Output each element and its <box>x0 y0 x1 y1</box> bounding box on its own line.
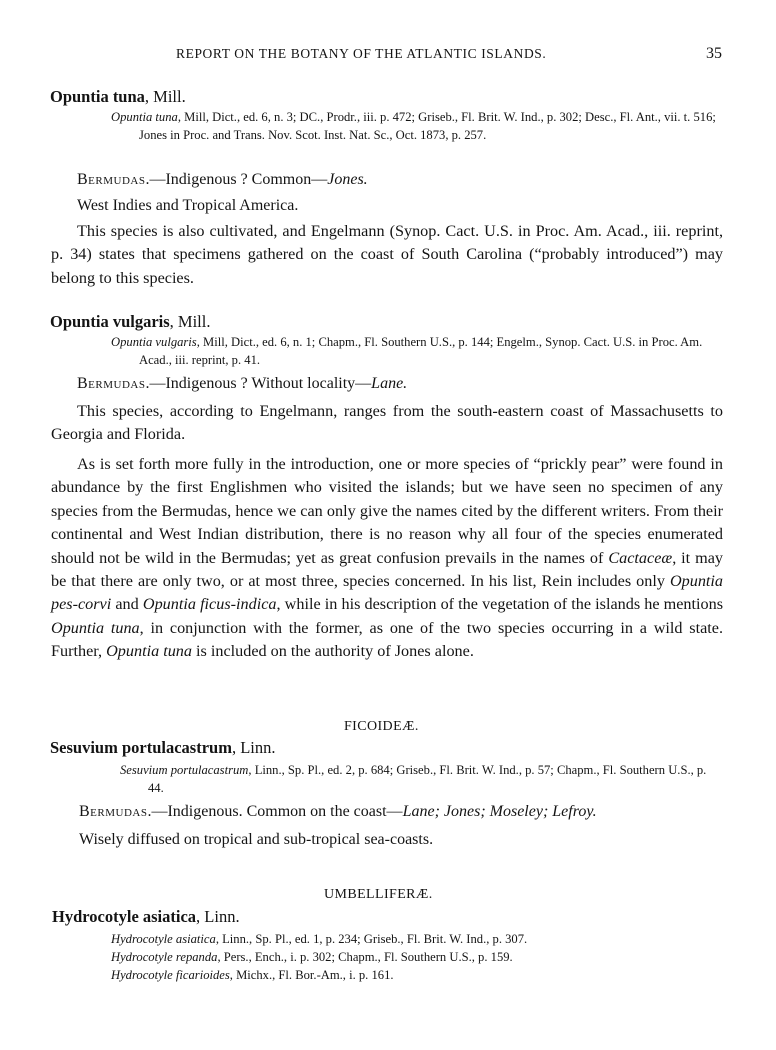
distribution-text: .—Indigenous ? Without locality— <box>145 375 372 392</box>
reference-line <box>111 930 527 948</box>
ref-species-italic: Hydrocotyle repanda <box>111 950 218 964</box>
distribution-authority: Lane. <box>371 375 408 392</box>
species-name: Sesuvium portulacastrum <box>50 738 232 757</box>
distribution-text: .—Indigenous. Common on the coast— <box>147 803 403 820</box>
discussion-text-2: , it may be that there are only two, or at most three, species concerned. In his list, Rein includes only <box>51 548 723 591</box>
locality-label: Bermudas <box>77 375 146 392</box>
discussion-paragraph <box>51 453 723 664</box>
ref-text: , Mill, Dict., ed. 6, n. 3; DC., Prodr., iii. p. 472; Griseb., Fl. Brit. W. Ind., p. 302; Desc., Fl. Ant., vii. t. 516; Jones in Proc. and Trans. Nov. Scot. Inst. Nat. Sc., Oct. 1873, p. 257. <box>139 110 716 142</box>
distribution-authority: Jones. <box>327 171 368 188</box>
discussion-text-1: As is set forth more fully in the introduction, one or more species of “prickly pear” were found in abundance by the first Englishmen who visited the islands; but we have seen no specimen of any species from the Bermudas, hence we can only give the names cited by the different writers. From their continental and West Indian distribution, there is no reason why all four of the species enumerated should not be wild in the Bermudas; yet as great confusion prevails in the names of <box>51 455 723 567</box>
range-opuntia-vulgaris: This species, according to Engelmann, ranges from the south-eastern coast of Massachusetts to Georgia and Florida. <box>51 402 723 444</box>
discussion-text-5: is included on the authority of Jones alone. <box>192 642 474 661</box>
header-title: REPORT ON THE BOTANY OF THE ATLANTIC ISLANDS. <box>176 46 547 61</box>
family-heading-umbelliferae: UMBELLIFERÆ. <box>324 887 433 902</box>
species-name: Opuntia vulgaris <box>50 312 170 331</box>
references-opuntia-tuna <box>111 108 723 144</box>
range-opuntia-tuna: West Indies and Tropical America. <box>77 197 299 214</box>
species-author: , Linn. <box>231 738 276 757</box>
ref-species-italic: Hydrocotyle asiatica <box>111 932 216 946</box>
range-sesuvium: Wisely diffused on tropical and sub-tropical sea-coasts. <box>79 831 434 848</box>
ref-text: , Pers., Ench., i. p. 302; Chapm., Fl. Southern U.S., p. 159. <box>217 950 513 964</box>
references-sesuvium <box>120 761 724 797</box>
species-heading-sesuvium <box>50 738 276 758</box>
distribution-sesuvium <box>79 803 597 821</box>
ref-species-italic: Sesuvium portulacastrum <box>120 763 249 777</box>
species-name: Hydrocotyle asiatica <box>52 907 197 926</box>
page-number: 35 <box>706 45 722 62</box>
references-hydrocotyle <box>111 930 527 984</box>
distribution-opuntia-vulgaris <box>77 375 407 393</box>
ref-text: , Michx., Fl. Bor.-Am., i. p. 161. <box>229 968 394 982</box>
species-ficus-indica: Opuntia ficus-indica <box>142 595 277 614</box>
ref-species-italic: Opuntia tuna <box>111 110 178 124</box>
family-cactaceae: Cactaceæ <box>608 548 673 567</box>
references-opuntia-vulgaris <box>111 333 723 369</box>
discussion-text-3: , while in his description of the vegetation of the islands he mentions <box>276 595 724 614</box>
note-opuntia-tuna: This species is also cultivated, and Engelmann (Synop. Cact. U.S. in Proc. Am. Acad., iii. reprint, p. 34) states that specimens gathered on the coast of South Carolina (“probably introduced”) may belong to this species. <box>51 222 723 287</box>
reference-line <box>111 948 527 966</box>
distribution-text: .—Indigenous ? Common— <box>145 171 328 188</box>
ref-species-italic: Opuntia vulgaris <box>111 335 197 349</box>
family-heading-ficoideae: FICOIDEÆ. <box>344 719 419 734</box>
distribution-opuntia-tuna <box>77 171 368 189</box>
ref-text: , Mill, Dict., ed. 6, n. 1; Chapm., Fl. Southern U.S., p. 144; Engelm., Synop. Cact. U.S. in Proc. Am. Acad., iii. reprint, p. 41. <box>139 335 703 367</box>
species-heading-hydrocotyle <box>52 907 240 927</box>
reference-line <box>111 966 527 984</box>
species-pes-corvi: Opuntia pes-corvi <box>51 572 723 614</box>
species-tuna: Opuntia tuna <box>51 618 140 637</box>
running-header <box>0 46 776 66</box>
distribution-authority: Lane; Jones; Moseley; Lefroy. <box>402 803 597 820</box>
species-name: Opuntia tuna <box>50 87 145 106</box>
species-heading-opuntia-vulgaris <box>50 312 210 332</box>
ref-species-italic: Hydrocotyle ficarioides <box>111 968 230 982</box>
ref-text: , Linn., Sp. Pl., ed. 2, p. 684; Griseb., Fl. Brit. W. Ind., p. 57; Chapm., Fl. Southern U.S., p. 44. <box>148 763 707 795</box>
species-tuna-2: Opuntia tuna <box>106 642 192 661</box>
discussion-text-4: , in conjunction with the former, as one of the two species occurring in a wild state. Further, <box>51 618 723 661</box>
species-heading-opuntia-tuna <box>50 87 186 107</box>
species-author: , Mill. <box>144 87 186 106</box>
ref-text: , Linn., Sp. Pl., ed. 1, p. 234; Griseb., Fl. Brit. W. Ind., p. 307. <box>215 932 528 946</box>
species-author: , Linn. <box>196 907 240 926</box>
locality-label: Bermudas <box>79 803 148 820</box>
locality-label: Bermudas <box>77 171 146 188</box>
species-author: , Mill. <box>169 312 211 331</box>
discussion-and: and <box>111 595 143 614</box>
